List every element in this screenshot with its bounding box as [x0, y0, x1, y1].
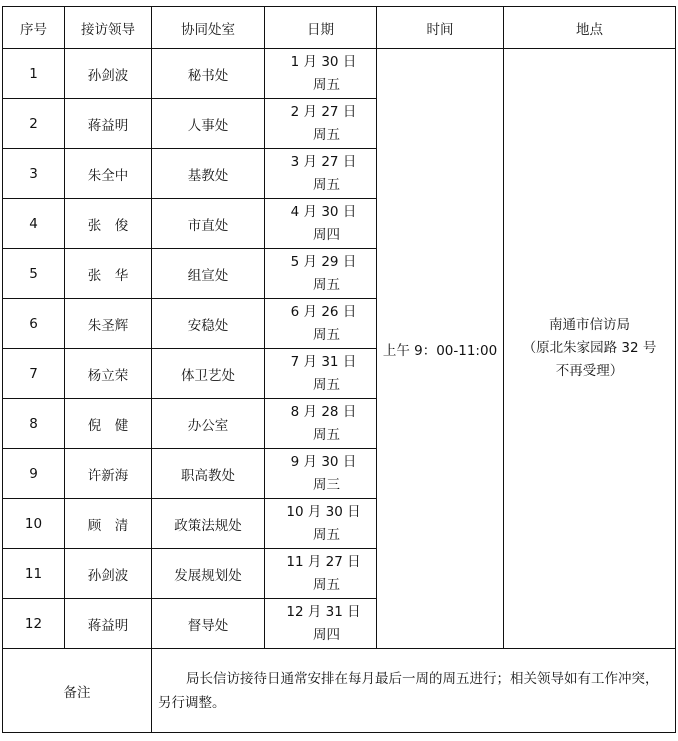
- note-paragraph: 局长信访接待日通常安排在每月最后一周的周五进行；相关领导如有工作冲突，另行调整。: [158, 670, 659, 711]
- row-leader: 顾 清: [65, 499, 152, 549]
- date-text: 5 月 29 日: [290, 253, 357, 270]
- date-text: 2 月 27 日: [290, 103, 357, 120]
- header-leader: 接访领导: [65, 7, 152, 49]
- row-leader: 张 华: [65, 249, 152, 299]
- date-text: 4 月 30 日: [290, 203, 357, 220]
- location-cell: [504, 49, 676, 649]
- row-date: [265, 349, 377, 399]
- row-no: 6: [3, 299, 65, 349]
- row-leader: 蒋益明: [65, 599, 152, 649]
- row-leader: 孙剑波: [65, 549, 152, 599]
- row-date: [265, 249, 377, 299]
- row-no: 5: [3, 249, 65, 299]
- header-location: 地点: [504, 7, 676, 49]
- date-text: 1 月 30 日: [290, 53, 357, 70]
- row-date: [265, 399, 377, 449]
- row-no: 12: [3, 599, 65, 649]
- weekday-text: 周四: [313, 626, 340, 643]
- row-leader: 张 俊: [65, 199, 152, 249]
- row-no: 7: [3, 349, 65, 399]
- row-dept: 组宣处: [152, 249, 265, 299]
- row-leader: 倪 健: [65, 399, 152, 449]
- note-label: 备注: [3, 649, 152, 733]
- row-dept: 政策法规处: [152, 499, 265, 549]
- row-dept: 督导处: [152, 599, 265, 649]
- header-date: 日期: [265, 7, 377, 49]
- row-date: [265, 449, 377, 499]
- row-dept: 市直处: [152, 199, 265, 249]
- time-cell: 上午 9：00-11:00: [377, 49, 504, 649]
- table-row: [3, 49, 676, 99]
- row-leader: 杨立荣: [65, 349, 152, 399]
- header-dept: 协同处室: [152, 7, 265, 49]
- note-row: [3, 649, 676, 733]
- row-date: [265, 499, 377, 549]
- row-dept: 安稳处: [152, 299, 265, 349]
- row-dept: 办公室: [152, 399, 265, 449]
- row-date: [265, 49, 377, 99]
- weekday-text: 周五: [313, 526, 340, 543]
- date-text: 7 月 31 日: [290, 353, 357, 370]
- header-row: [3, 7, 676, 49]
- weekday-text: 周四: [313, 226, 340, 243]
- weekday-text: 周五: [313, 426, 340, 443]
- row-dept: 秘书处: [152, 49, 265, 99]
- row-no: 1: [3, 49, 65, 99]
- date-text: 12 月 31 日: [286, 603, 361, 620]
- date-text: 10 月 30 日: [286, 503, 361, 520]
- row-leader: 蒋益明: [65, 99, 152, 149]
- row-date: [265, 99, 377, 149]
- date-text: 3 月 27 日: [290, 153, 357, 170]
- row-leader: 孙剑波: [65, 49, 152, 99]
- header-no: 序号: [3, 7, 65, 49]
- row-date: [265, 149, 377, 199]
- row-leader: 朱全中: [65, 149, 152, 199]
- row-date: [265, 549, 377, 599]
- row-date: [265, 199, 377, 249]
- row-no: 3: [3, 149, 65, 199]
- row-leader: 朱圣辉: [65, 299, 152, 349]
- location-line-2: （原北朱家园路 32 号: [522, 340, 657, 356]
- date-text: 9 月 30 日: [290, 453, 357, 470]
- date-text: 6 月 26 日: [290, 303, 357, 320]
- row-no: 9: [3, 449, 65, 499]
- date-text: 8 月 28 日: [290, 403, 357, 420]
- row-date: [265, 299, 377, 349]
- weekday-text: 周三: [313, 476, 340, 493]
- reception-schedule-table: [2, 6, 676, 733]
- weekday-text: 周五: [313, 126, 340, 143]
- note-text: [152, 649, 676, 733]
- row-dept: 发展规划处: [152, 549, 265, 599]
- weekday-text: 周五: [313, 326, 340, 343]
- weekday-text: 周五: [313, 176, 340, 193]
- header-time: 时间: [377, 7, 504, 49]
- weekday-text: 周五: [313, 276, 340, 293]
- row-no: 8: [3, 399, 65, 449]
- location-line-3: 不再受理）: [555, 363, 624, 379]
- row-dept: 体卫艺处: [152, 349, 265, 399]
- location-line-1: 南通市信访局: [549, 317, 630, 333]
- row-leader: 许新海: [65, 449, 152, 499]
- row-no: 2: [3, 99, 65, 149]
- row-date: [265, 599, 377, 649]
- row-dept: 职高教处: [152, 449, 265, 499]
- weekday-text: 周五: [313, 576, 340, 593]
- row-dept: 人事处: [152, 99, 265, 149]
- weekday-text: 周五: [313, 76, 340, 93]
- row-dept: 基教处: [152, 149, 265, 199]
- row-no: 10: [3, 499, 65, 549]
- date-text: 11 月 27 日: [286, 553, 361, 570]
- row-no: 11: [3, 549, 65, 599]
- weekday-text: 周五: [313, 376, 340, 393]
- row-no: 4: [3, 199, 65, 249]
